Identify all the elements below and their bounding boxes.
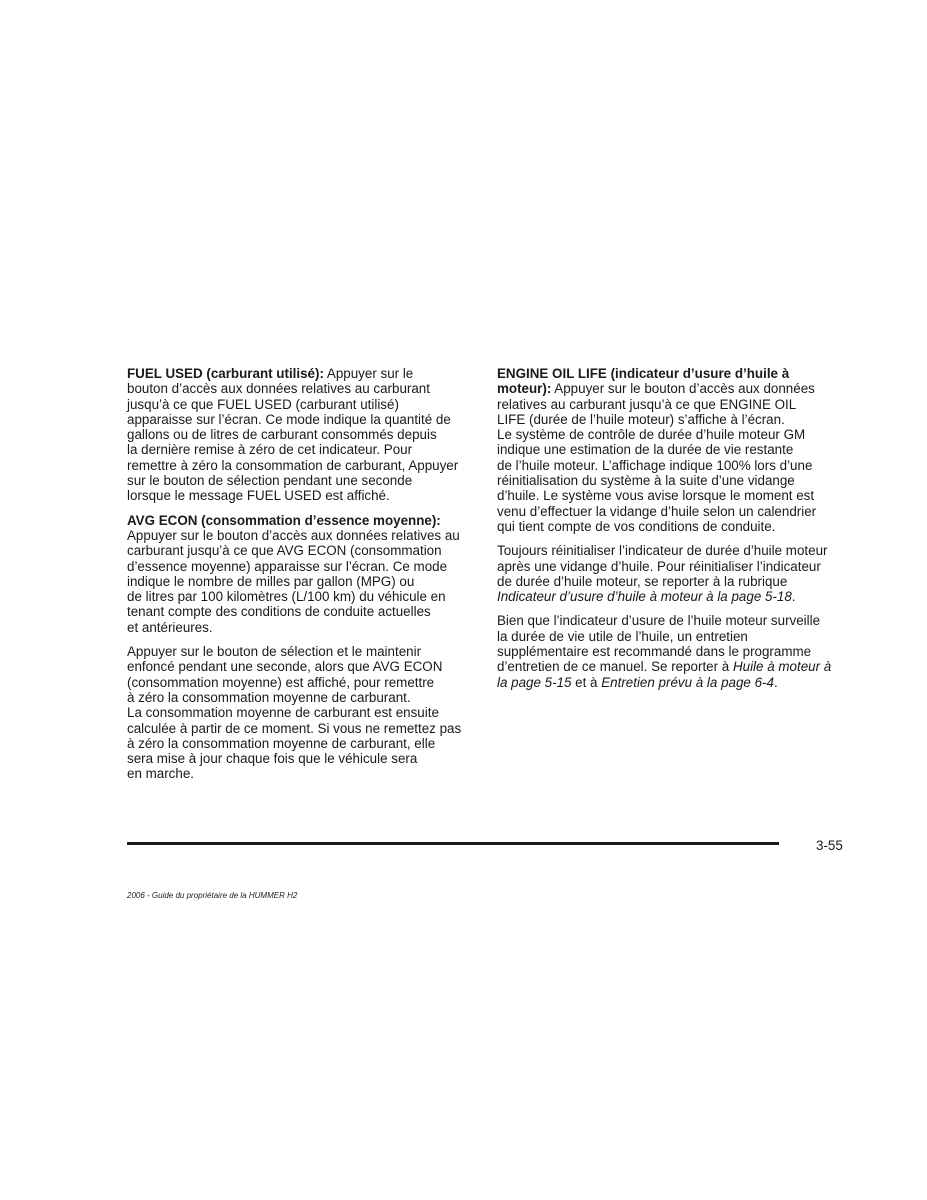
body-text: gallons ou de litres de carburant consommés depuis — [127, 427, 437, 443]
body-text: apparaisse sur l’écran. Ce mode indique la quantité de — [127, 411, 451, 427]
text-line — [127, 488, 475, 503]
oil-life-link[interactable]: Indicateur d’usure d’huile à moteur à la page 5-18 — [497, 589, 792, 605]
text-line: sera mise à jour chaque fois que le véhicule sera — [127, 751, 418, 767]
text-line — [127, 513, 475, 528]
text-line — [127, 543, 475, 558]
body-text: Appuyer sur le bouton d’accès aux données relatives au — [127, 527, 460, 543]
text-line: calculée à partir de ce moment. Si vous ne remettez pas — [127, 720, 462, 736]
body-text: sur le bouton de sélection pendant une seconde — [127, 473, 413, 489]
text-line — [127, 604, 475, 619]
heading-text: FUEL USED (carburant utilisé): — [127, 366, 324, 381]
text-line — [127, 589, 475, 604]
heading-text: moteur): — [497, 381, 552, 397]
body-text: et antérieures. — [127, 619, 213, 635]
body-text: tenant compte des conditions de conduite actuelles — [127, 604, 431, 620]
scheduled-maintenance-link[interactable]: Entretien prévu à la page 6-4 — [601, 674, 774, 690]
text-line — [497, 458, 847, 473]
body-text: de litres par 100 kilomètres (L/100 km) du véhicule en — [127, 589, 446, 605]
body-text: qui tient compte de vos conditions de conduite. — [497, 518, 776, 534]
body-text: remettre à zéro la consommation de carburant, Appuyer — [127, 457, 459, 473]
body-text: carburant jusqu’à ce que AVG ECON (consommation — [127, 543, 442, 559]
body-text: Appuyer sur le bouton d’accès aux données — [551, 381, 815, 397]
body-text: venu d’effectuer la vidange d’huile selon un calendrier — [497, 503, 817, 519]
body-text: réinitialisation du système à la suite d’une vidange — [497, 473, 795, 489]
text-line — [127, 427, 475, 442]
text-line: enfoncé pendant une seconde, alors que AVG ECON — [127, 659, 443, 675]
text-line: de durée d’huile moteur, se reporter à la rubrique — [497, 573, 788, 589]
heading-text: AVG ECON (consommation d’essence moyenne): — [127, 512, 441, 528]
left-column — [127, 366, 475, 791]
avg-econ-paragraph — [127, 513, 475, 635]
right-column — [497, 366, 847, 699]
footer-text: 2006 - Guide du propriétaire de la HUMMER H2 — [127, 891, 298, 900]
body-text: relatives au carburant jusqu’à ce que ENGINE OIL — [497, 396, 797, 412]
text-line — [127, 442, 475, 457]
engine-oil-life-paragraph — [497, 366, 847, 534]
body-text: Le système de contrôle de durée d’huile moteur GM — [497, 427, 806, 443]
text-line — [497, 488, 847, 503]
engine-oil-link[interactable]: Huile à moteur à — [732, 659, 832, 675]
text-line — [497, 473, 847, 488]
text-line — [127, 528, 475, 543]
text-line — [127, 381, 475, 396]
text-line: en marche. — [127, 766, 194, 782]
text-line: Appuyer sur le bouton de sélection et le maintenir — [127, 644, 422, 660]
text-line: (consommation moyenne) est affiché, pour remettre — [127, 674, 435, 690]
body-text: jusqu’à ce que FUEL USED (carburant utilisé) — [127, 396, 399, 412]
text-line — [127, 620, 475, 635]
text-line — [497, 519, 847, 534]
text-line: à zéro la consommation moyenne de carburant, elle — [127, 735, 436, 751]
text-line — [497, 504, 847, 519]
text-line: Toujours réinitialiser l’indicateur de durée d’huile moteur — [497, 543, 828, 559]
text-line — [127, 397, 475, 412]
text-line: La consommation moyenne de carburant est ensuite — [127, 705, 439, 721]
body-text: lorsque le message FUEL USED est affiché. — [127, 488, 390, 504]
text-line: après une vidange d’huile. Pour réinitialiser l’indicateur — [497, 558, 821, 574]
text-line — [127, 366, 475, 381]
body-text: d’essence moyenne) apparaisse sur l’écran. Ce mode — [127, 558, 448, 574]
text-line — [497, 427, 847, 442]
oil-reset-paragraph: Toujours réinitialiser l’indicateur de durée d’huile moteur après une vidange d’huile. Pour réinitialiser l’indicateur de durée d’huile moteur, se reporter à la rubrique Indicateur d’usure d’huile à moteur à la page 5-18. — [497, 543, 847, 604]
body-text: indique le nombre de milles par gallon (MPG) ou — [127, 573, 415, 589]
body-text: Appuyer sur le — [323, 366, 414, 381]
page-number: 3-55 — [816, 838, 843, 853]
body-text: bouton d’accès aux données relatives au carburant — [127, 381, 430, 397]
text-line: supplémentaire est recommandé dans le programme — [497, 644, 812, 660]
text-line — [497, 366, 847, 381]
text-line: la durée de vie utile de l’huile, un entretien — [497, 628, 748, 644]
page-rule — [127, 842, 779, 845]
fuel-used-paragraph — [127, 366, 475, 504]
body-text: indique une estimation de la durée de vie restante — [497, 442, 794, 458]
avg-econ-reset-paragraph — [127, 644, 475, 782]
text-line: Bien que l’indicateur d’usure de l’huile moteur surveille — [497, 613, 821, 629]
text-line — [127, 412, 475, 427]
text-line: à zéro la consommation moyenne de carburant. — [127, 689, 411, 705]
text-line — [127, 574, 475, 589]
text-line — [497, 381, 847, 396]
heading-text: ENGINE OIL LIFE (indicateur d’usure d’huile à — [497, 366, 790, 381]
body-text: LIFE (durée de l’huile moteur) s’affiche à l’écran. — [497, 411, 785, 427]
body-text: de l’huile moteur. L’affichage indique 100% lors d’une — [497, 457, 813, 473]
text-line — [127, 458, 475, 473]
text-line — [127, 559, 475, 574]
maintenance-paragraph: Bien que l’indicateur d’usure de l’huile moteur surveille la durée de vie utile de l’huile, un entretien supplémentaire est recommandé dans le programme d’entretien de ce manuel. Se reporter à Huile à moteur à la page 5-15 et à Entretien prévu à la page 6-4. — [497, 613, 847, 689]
text-line — [497, 442, 847, 457]
body-text: la dernière remise à zéro de cet indicateur. Pour — [127, 442, 413, 458]
body-text: d’huile. Le système vous avise lorsque le moment est — [497, 488, 815, 504]
text-line — [127, 473, 475, 488]
text-line — [497, 412, 847, 427]
text-line — [497, 397, 847, 412]
engine-oil-link-cont[interactable]: la page 5-15 — [497, 674, 572, 690]
